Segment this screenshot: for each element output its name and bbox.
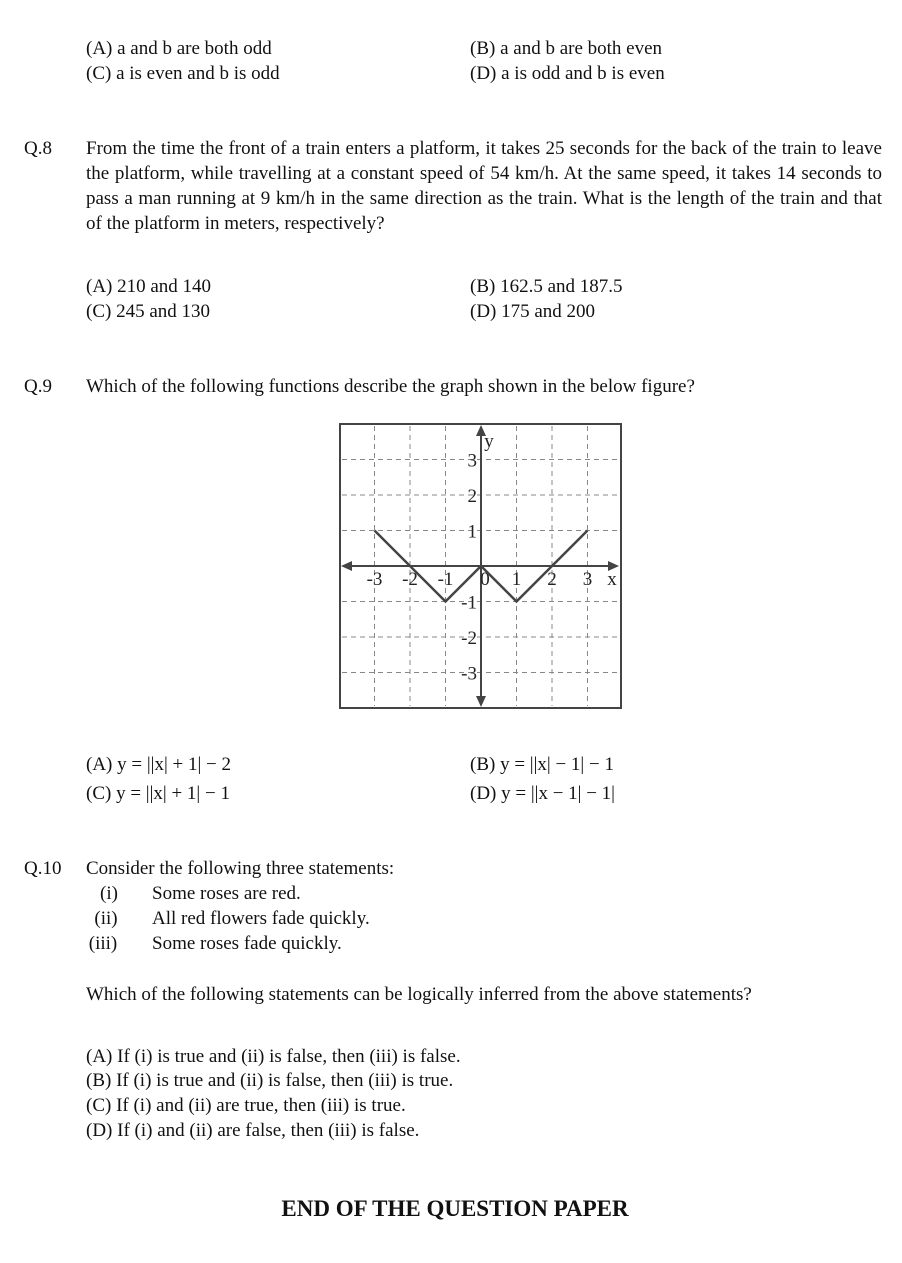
q8-option-d: (D) 175 and 200 [470, 301, 596, 322]
y-tick-label: 1 [467, 521, 477, 543]
q9-graph [336, 420, 631, 712]
q7-option-d: (D) a is odd and b is even [470, 63, 665, 84]
q10-question: Which of the following statements can be logically inferred from the above statements? [86, 984, 752, 1005]
q9-option-c: (C) y = ||x| + 1| − 1 [86, 783, 230, 804]
y-tick-label: -3 [461, 663, 477, 685]
q10-option-a: (A) If (i) is true and (ii) is false, then (iii) is false. [86, 1046, 461, 1067]
q9-option-d: (D) y = ||x − 1| − 1| [470, 783, 615, 804]
end-of-paper-title: END OF THE QUESTION PAPER [281, 1196, 629, 1221]
q9-option-b: (B) y = ||x| − 1| − 1 [470, 754, 614, 775]
q10-statement-label: (i) [100, 883, 118, 904]
x-tick-label: -2 [402, 569, 418, 590]
q8-text: From the time the front of a train enters a platform, it takes 25 seconds for the back of the train to leave the platform, while travelling at a constant speed of 54 km/h. At the same speed, it takes 14 seconds to pass a man running at 9 km/h in the same direction as the train. What is the length of the train and that of the platform in meters, respectively? [86, 138, 882, 234]
y-tick-label: -2 [461, 628, 477, 649]
q10-number: Q.10 [24, 858, 62, 879]
q10-statement-text: Some roses fade quickly. [152, 933, 342, 954]
q7-option-c: (C) a is even and b is odd [86, 63, 280, 84]
q10-option-c: (C) If (i) and (ii) are true, then (iii) is true. [86, 1095, 406, 1116]
x-axis-label: x [607, 569, 617, 590]
q7-option-a: (A) a and b are both odd [86, 38, 272, 59]
q10-statement-text: Some roses are red. [152, 883, 301, 904]
x-tick-label: 2 [547, 569, 557, 590]
x-tick-label: 0 [480, 569, 490, 590]
y-tick-label: -1 [461, 592, 477, 614]
x-tick-label: -3 [366, 569, 383, 590]
q10-option-d: (D) If (i) and (ii) are false, then (iii) is false. [86, 1120, 420, 1141]
x-axis-arrow [341, 561, 352, 571]
y-tick-label: 2 [467, 486, 477, 507]
q7-option-b: (B) a and b are both even [470, 38, 663, 59]
q9-option-a: (A) y = ||x| + 1| − 2 [86, 754, 231, 775]
q8-option-c: (C) 245 and 130 [86, 301, 211, 322]
q10-statement-label: (ii) [94, 908, 118, 929]
y-tick-label: 3 [467, 450, 477, 472]
y-axis-label: y [484, 431, 494, 452]
x-tick-label: 1 [511, 569, 522, 590]
q9-number: Q.9 [24, 376, 52, 397]
q10-intro: Consider the following three statements: [86, 858, 395, 879]
q9-text: Which of the following functions describe the graph shown in the below figure? [86, 376, 695, 397]
q8-option-b: (B) 162.5 and 187.5 [470, 276, 623, 297]
x-tick-label: -1 [437, 569, 454, 590]
q10-option-b: (B) If (i) is true and (ii) is false, then (iii) is true. [86, 1070, 454, 1091]
graph-tick-labels [367, 431, 618, 685]
x-tick-label: 3 [582, 569, 593, 590]
y-axis-arrow [476, 696, 486, 707]
q8-option-a: (A) 210 and 140 [86, 276, 212, 297]
q10-statement-label: (iii) [88, 933, 118, 954]
q8-number: Q.8 [24, 138, 52, 159]
q10-statement-text: All red flowers fade quickly. [152, 908, 370, 929]
